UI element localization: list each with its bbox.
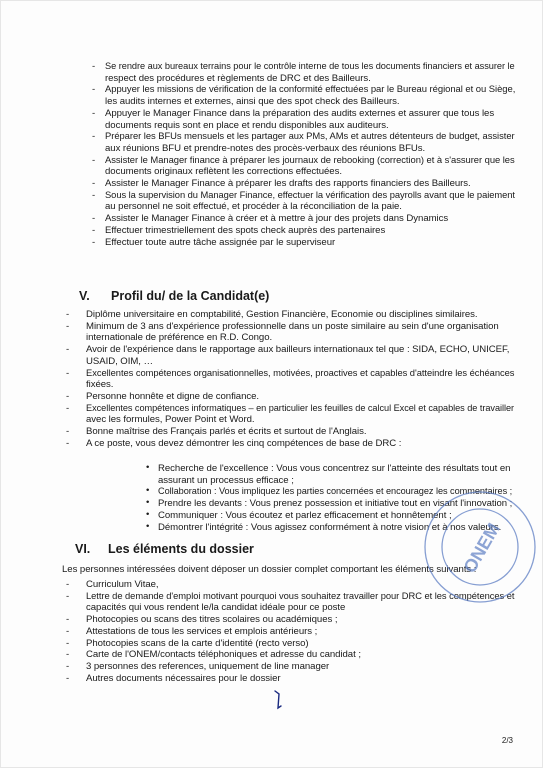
dossier-dash: - [66, 649, 70, 661]
profile-dash: - [66, 367, 70, 379]
dossier-dash: - [66, 672, 70, 684]
dossier-line: capacités qui vous rendent le/la candidat idéale pour ce poste [86, 602, 346, 614]
task-line: Appuyer le Manager Finance dans la préparation des audits externes et assurer que tous les [105, 107, 495, 119]
profile-dash: - [66, 426, 70, 437]
task-dash: - [92, 107, 96, 119]
task-line: documents originaux reflètent les corrections effectuées. [105, 166, 342, 178]
competence-line: Collaboration : Vous impliquez les parties concernées et encouragez les commentaires ; [158, 486, 513, 498]
dossier-line: Attestations de tous les services et emplois antérieurs ; [86, 625, 318, 637]
task-line: Préparer les BFUs mensuels et les partager aux PMs, AMs et autres détenteurs de budget, assister [105, 131, 515, 143]
profile-line: Personne honnête et digne de confiance. [86, 390, 260, 402]
competence-bullet: • [146, 497, 150, 509]
task-dash: - [92, 224, 96, 236]
profile-line: Minimum de 3 ans d'expérience professionnelle dans un poste similaire au sein d'une organisation [86, 320, 499, 332]
task-dash: - [92, 213, 96, 225]
dossier-line: Photocopies ou scans des titres scolaires ou académiques ; [86, 614, 338, 626]
task-line: Assister le Manager Finance à préparer les drafts des rapports financiers des Bailleurs. [105, 178, 471, 189]
competence-bullet: • [146, 485, 150, 497]
task-dash: - [92, 236, 96, 248]
dossier-line: Photocopies scans de la carte d'identité (recto verso) [86, 637, 309, 649]
task-dash: - [92, 84, 96, 96]
dossier-line: Autres documents nécessaires pour le dossier [86, 672, 281, 684]
competence-line: Démontrer l'intégrité : Vous agissez conformément à notre vision et à nos valeurs. [158, 521, 502, 533]
task-line: les audits internes et externes, ainsi que des spot check des Bailleurs. [105, 96, 400, 108]
profile-dash: - [66, 344, 70, 356]
section-title: Profil du/ de la Candidat(e) [111, 289, 270, 303]
task-line: Effectuer trimestriellement des spots check auprès des partenaires [105, 224, 386, 236]
dossier-line: Curriculum Vitae, [86, 579, 159, 590]
section-number: V. [79, 289, 90, 303]
competence-line: Communiquer : Vous écoutez et parlez efficacement et honnêtement ; [158, 509, 452, 521]
page-number: 2/3 [501, 736, 513, 745]
competence-line: Prendre les devants : Vous prenez possession et initiative tout en visant l'innovation ; [158, 498, 513, 510]
profile-line: Avoir de l'expérience dans le rapportage aux bailleurs internationaux tel que : SIDA, ECHO, UNICEF, [86, 344, 510, 356]
task-line: Effectuer toute autre tâche assignée par le superviseur [105, 236, 336, 248]
task-line: documents requis sont en place et rendu disponibles aux auditeurs. [105, 119, 389, 131]
competence-bullet: • [146, 462, 150, 473]
dossier-line: Lettre de demande d'emploi motivant pourquoi vous souhaitez travailler pour DRC et les compétences et [86, 590, 515, 602]
dossier-dash: - [66, 579, 70, 590]
competence-bullet: • [146, 520, 150, 532]
profile-dash: - [66, 390, 70, 402]
task-line: Sous la supervision du Manager Finance, effectuer la vérification des payrolls avant que le paiement [105, 189, 515, 201]
profile-dash: - [66, 309, 70, 320]
task-dash: - [92, 189, 96, 201]
profile-line: avec les formules, Power Point et Word. [86, 414, 255, 426]
profile-line: A ce poste, vous devez démontrer les cinq compétences de base de DRC : [86, 437, 402, 449]
dossier-intro: Les personnes intéressées doivent déposer un dossier complet comportant les éléments suivants : [62, 564, 477, 575]
profile-line: Excellentes compétences organisationnelles, motivées, proactives et capables d'atteindre les échéances [86, 367, 515, 379]
dossier-line: Carte de l'ONEM/contacts téléphoniques et adresse du candidat ; [86, 649, 361, 661]
section-number: VI. [75, 542, 91, 556]
competence-bullet: • [146, 508, 150, 520]
dossier-dash: - [66, 625, 70, 637]
task-line: Appuyer les missions de vérification de la conformité effectuées par le Bureau régional et ou Siège, [105, 84, 516, 96]
dossier-dash: - [66, 660, 70, 672]
profile-line: Excellentes compétences informatiques – en particulier les feuilles de calcul Excel et capables de travailler [86, 402, 515, 414]
section-title: Les éléments du dossier [108, 542, 254, 556]
task-dash: - [92, 61, 96, 72]
task-line: Se rendre aux bureaux terrains pour le contrôle interne de tous les documents financiers et assurer le [105, 61, 515, 72]
profile-dash: - [66, 320, 70, 332]
stamp-inner-text: ONEM [459, 519, 504, 577]
profile-dash: - [66, 402, 70, 414]
task-dash: - [92, 131, 96, 143]
profile-line: fixées. [86, 379, 114, 391]
profile-line: Bonne maîtrise des Français parlés et écrits et surtout de l'Anglais. [86, 426, 367, 437]
dossier-line: 3 personnes des references, uniquement de line manager [86, 660, 330, 672]
profile-line: Diplôme universitaire en comptabilité, Gestion Financière, Economie ou disciplines similaires. [86, 309, 478, 320]
task-line: au personnel ne soit effectué, et procéder à la réconciliation de la paie. [105, 201, 402, 213]
task-dash: - [92, 178, 96, 189]
handwritten-signature [272, 688, 292, 712]
task-line: Assister le Manager finance à préparer les journaux de rebooking (correction) et à s'assurer que les [105, 154, 515, 166]
task-line: aux réunions BFU et prendre-notes des procès-verbaux des réunions BFUs. [105, 142, 426, 154]
profile-line: internationale de préférence en R.D. Congo. [86, 332, 273, 344]
task-line: respect des procédures et règlements de DRC et des Bailleurs. [105, 72, 371, 84]
competence-line: assurant un processus efficace ; [158, 474, 294, 486]
profile-line: USAID, OIM, … [86, 355, 154, 367]
profile-dash: - [66, 437, 70, 449]
onem-stamp [400, 475, 540, 625]
dossier-dash: - [66, 590, 70, 602]
task-dash: - [92, 154, 96, 166]
dossier-dash: - [66, 614, 70, 626]
competence-line: Recherche de l'excellence : Vous vous concentrez sur l'atteinte des résultats tout en [158, 463, 511, 474]
dossier-dash: - [66, 637, 70, 649]
task-line: Assister le Manager Finance à créer et à mettre à jour des projets dans Dynamics [105, 213, 449, 225]
